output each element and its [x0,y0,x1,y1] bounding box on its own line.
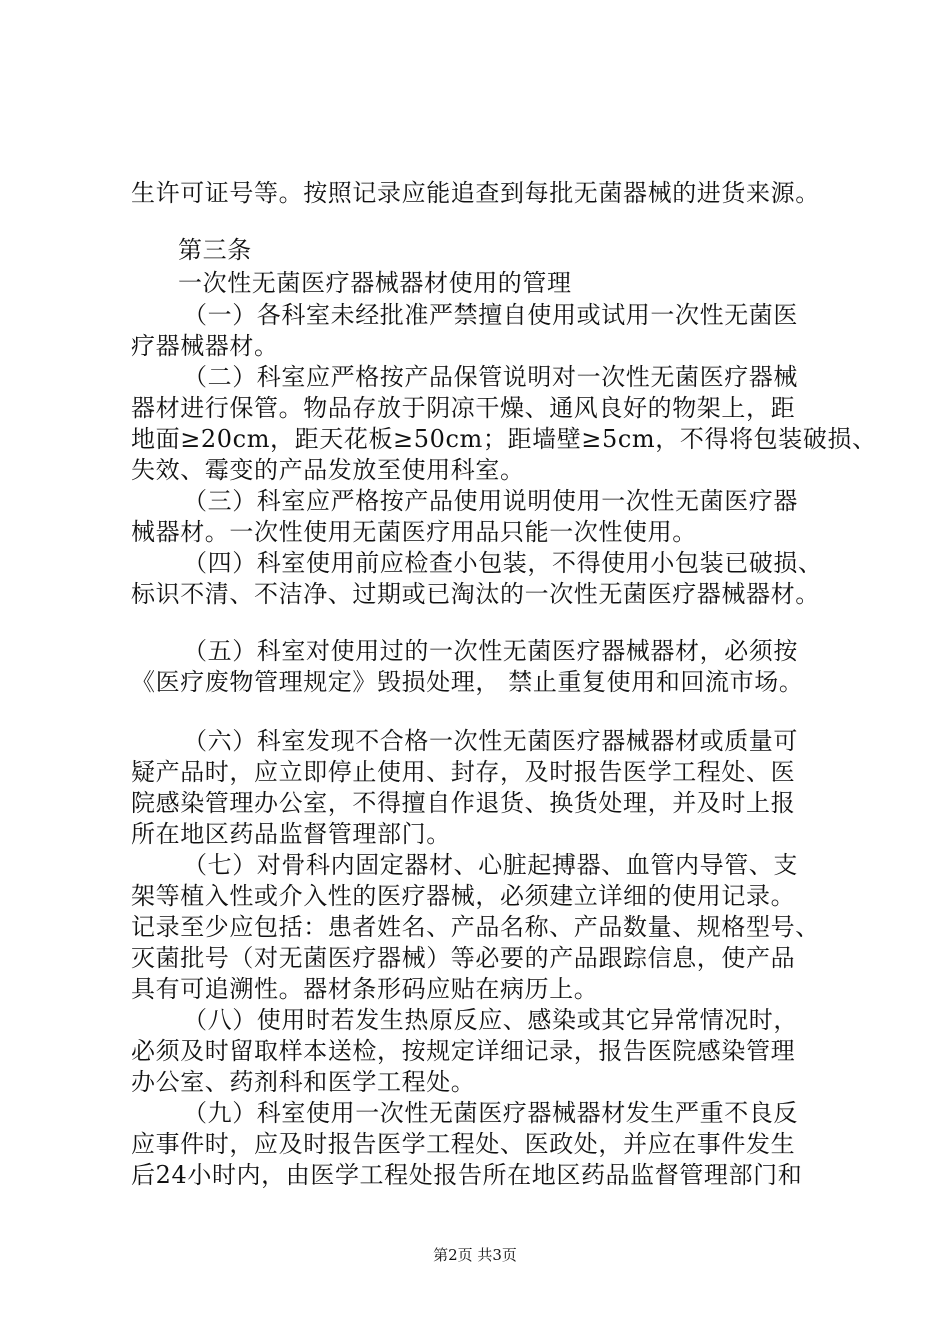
text-line: 后24小时内，由医学工程处报告所在地区药品监督管理部门和 [131,1161,803,1189]
page-footer: 第2页 共3页 [433,1246,517,1264]
text-line: 应事件时，应及时报告医学工程处、医政处，并应在事件发生 [131,1130,796,1158]
text-line: 标识不清、不洁净、过期或已淘汰的一次性无菌医疗器械器材。 [131,580,820,608]
text-line: （一）各科室未经批准严禁擅自使用或试用一次性无菌医 [183,301,798,329]
section-heading: 一次性无菌医疗器械器材使用的管理 [178,269,572,297]
text-line: （三）科室应严格按产品使用说明使用一次性无菌医疗器 [183,487,798,515]
text-line: （九）科室使用一次性无菌医疗器械器材发生严重不良反 [183,1099,798,1127]
article-heading: 第三条 [178,236,252,264]
text-line: 疗器械器材。 [131,332,279,360]
text-line: 疑产品时，应立即停止使用、封存，及时报告医学工程处、医 [131,758,796,786]
text-line: 记录至少应包括：患者姓名、产品名称、产品数量、规格型号、 [131,913,820,941]
text-line: 办公室、药剂科和医学工程处。 [131,1068,476,1096]
text-line: 地面≥20cm，距天花板≥50cm；距墙壁≥5cm，不得将包装破损、 [131,425,877,453]
text-line: （四）科室使用前应检查小包装，不得使用小包装已破损、 [183,549,823,577]
text-line: （六）科室发现不合格一次性无菌医疗器械器材或质量可 [183,727,798,755]
text-line: （五）科室对使用过的一次性无菌医疗器械器材，必须按 [183,637,798,665]
text-line: 必须及时留取样本送检，按规定详细记录，报告医院感染管理 [131,1037,796,1065]
text-line: （七）对骨科内固定器材、心脏起搏器、血管内导管、支 [183,851,798,879]
text-line: （二）科室应严格按产品保管说明对一次性无菌医疗器械 [183,363,798,391]
text-line: 所在地区药品监督管理部门。 [131,820,451,848]
text-line: 失效、霉变的产品发放至使用科室。 [131,456,525,484]
text-line: 灭菌批号（对无菌医疗器械）等必要的产品跟踪信息，使产品 [131,944,796,972]
text-line: 器材进行保管。物品存放于阴凉干燥、通风良好的物架上，距 [131,394,796,422]
text-line: 械器材。一次性使用无菌医疗用品只能一次性使用。 [131,518,697,546]
text-line: 《医疗废物管理规定》毁损处理， 禁止重复使用和回流市场。 [131,668,804,696]
text-line: （八）使用时若发生热原反应、感染或其它异常情况时， [183,1006,798,1034]
text-line: 生许可证号等。按照记录应能追查到每批无菌器械的进货来源。 [131,179,820,207]
text-line: 具有可追溯性。器材条形码应贴在病历上。 [131,975,599,1003]
text-line: 架等植入性或介入性的医疗器械，必须建立详细的使用记录。 [131,882,796,910]
text-line: 院感染管理办公室，不得擅自作退货、换货处理，并及时上报 [131,789,796,817]
